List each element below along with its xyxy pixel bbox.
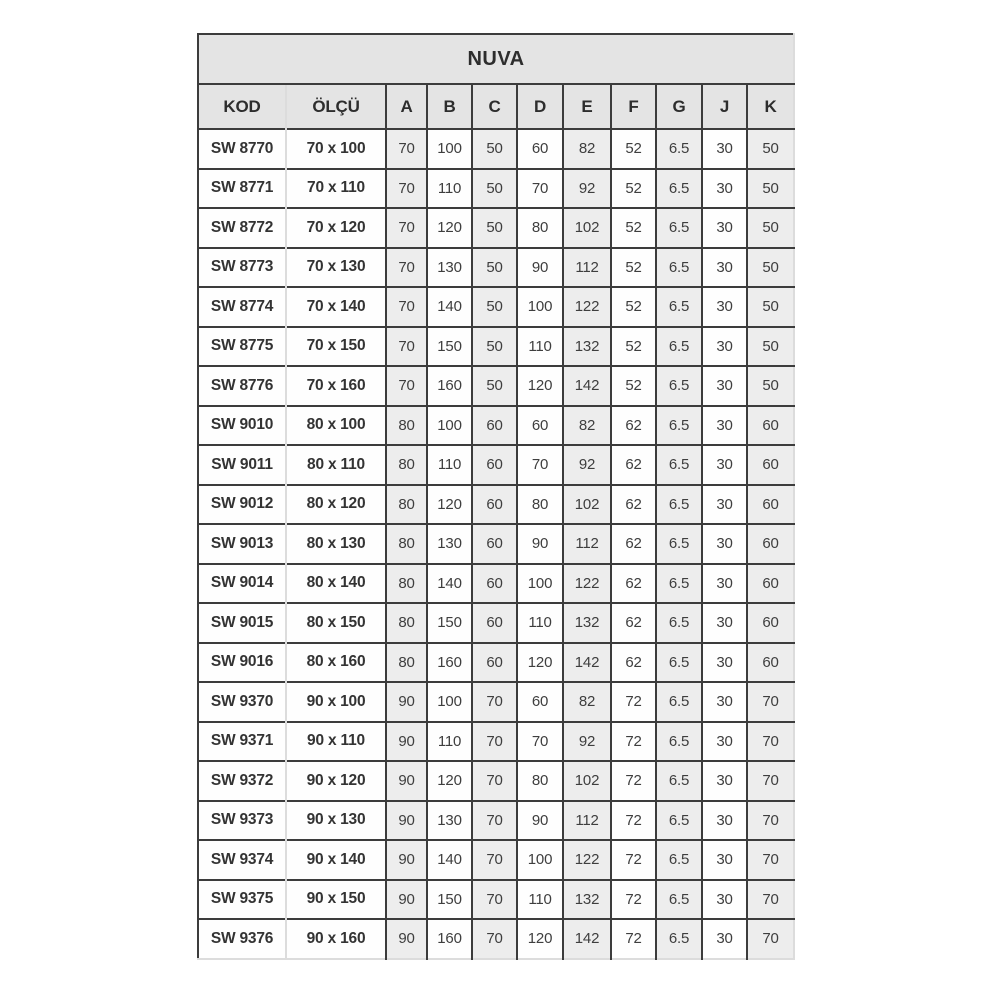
olcu-cell: 90 x 110 [286, 722, 386, 762]
table-row [198, 840, 794, 880]
table-title-row [198, 34, 794, 84]
value-cell: 80 [517, 485, 563, 525]
value-cell: 70 [472, 801, 517, 841]
table-row [198, 682, 794, 722]
kod-cell: SW 9373 [198, 801, 286, 841]
value-cell: 90 [386, 801, 427, 841]
value-cell: 122 [563, 287, 611, 327]
column-header-d: D [517, 84, 563, 129]
value-cell: 6.5 [656, 248, 702, 288]
value-cell: 50 [472, 169, 517, 209]
value-cell: 132 [563, 327, 611, 367]
value-cell: 80 [386, 524, 427, 564]
value-cell: 30 [702, 840, 747, 880]
olcu-cell: 90 x 100 [286, 682, 386, 722]
kod-cell: SW 9011 [198, 445, 286, 485]
value-cell: 70 [472, 840, 517, 880]
value-cell: 90 [517, 524, 563, 564]
value-cell: 6.5 [656, 564, 702, 604]
value-cell: 72 [611, 682, 656, 722]
value-cell: 102 [563, 761, 611, 801]
olcu-cell: 70 x 150 [286, 327, 386, 367]
column-header-e: E [563, 84, 611, 129]
value-cell: 72 [611, 722, 656, 762]
value-cell: 60 [472, 524, 517, 564]
value-cell: 150 [427, 880, 472, 920]
value-cell: 130 [427, 248, 472, 288]
table-row [198, 524, 794, 564]
value-cell: 80 [386, 445, 427, 485]
value-cell: 92 [563, 445, 611, 485]
column-header-g: G [656, 84, 702, 129]
value-cell: 92 [563, 722, 611, 762]
value-cell: 112 [563, 248, 611, 288]
kod-cell: SW 9014 [198, 564, 286, 604]
value-cell: 90 [386, 919, 427, 959]
olcu-cell: 90 x 160 [286, 919, 386, 959]
value-cell: 120 [517, 366, 563, 406]
value-cell: 80 [386, 406, 427, 446]
value-cell: 60 [517, 129, 563, 169]
value-cell: 60 [747, 406, 794, 446]
column-header-j: J [702, 84, 747, 129]
value-cell: 50 [472, 129, 517, 169]
value-cell: 52 [611, 248, 656, 288]
column-header-k: K [747, 84, 794, 129]
value-cell: 82 [563, 682, 611, 722]
value-cell: 150 [427, 327, 472, 367]
table-row [198, 801, 794, 841]
value-cell: 90 [517, 801, 563, 841]
kod-cell: SW 8775 [198, 327, 286, 367]
value-cell: 90 [386, 722, 427, 762]
value-cell: 82 [563, 406, 611, 446]
table-row [198, 208, 794, 248]
value-cell: 6.5 [656, 485, 702, 525]
value-cell: 130 [427, 801, 472, 841]
value-cell: 70 [747, 801, 794, 841]
value-cell: 30 [702, 682, 747, 722]
table-row [198, 603, 794, 643]
value-cell: 6.5 [656, 287, 702, 327]
table-row [198, 919, 794, 959]
table-row [198, 129, 794, 169]
value-cell: 30 [702, 919, 747, 959]
value-cell: 70 [517, 722, 563, 762]
value-cell: 6.5 [656, 761, 702, 801]
value-cell: 110 [427, 445, 472, 485]
value-cell: 132 [563, 880, 611, 920]
value-cell: 70 [386, 327, 427, 367]
table-row [198, 248, 794, 288]
value-cell: 82 [563, 129, 611, 169]
kod-cell: SW 9375 [198, 880, 286, 920]
olcu-cell: 70 x 100 [286, 129, 386, 169]
value-cell: 122 [563, 840, 611, 880]
value-cell: 90 [386, 880, 427, 920]
value-cell: 70 [747, 761, 794, 801]
value-cell: 6.5 [656, 880, 702, 920]
value-cell: 132 [563, 603, 611, 643]
value-cell: 30 [702, 327, 747, 367]
value-cell: 130 [427, 524, 472, 564]
value-cell: 80 [386, 564, 427, 604]
value-cell: 60 [747, 643, 794, 683]
value-cell: 6.5 [656, 169, 702, 209]
kod-cell: SW 9370 [198, 682, 286, 722]
kod-cell: SW 9013 [198, 524, 286, 564]
value-cell: 90 [386, 840, 427, 880]
table-row [198, 643, 794, 683]
olcu-cell: 70 x 130 [286, 248, 386, 288]
column-header-row [198, 84, 794, 129]
value-cell: 60 [517, 682, 563, 722]
value-cell: 100 [517, 287, 563, 327]
value-cell: 72 [611, 880, 656, 920]
value-cell: 60 [517, 406, 563, 446]
kod-cell: SW 9372 [198, 761, 286, 801]
value-cell: 110 [517, 327, 563, 367]
value-cell: 90 [386, 761, 427, 801]
column-header-b: B [427, 84, 472, 129]
value-cell: 140 [427, 287, 472, 327]
value-cell: 160 [427, 643, 472, 683]
value-cell: 120 [427, 485, 472, 525]
value-cell: 52 [611, 327, 656, 367]
value-cell: 30 [702, 485, 747, 525]
value-cell: 142 [563, 919, 611, 959]
olcu-cell: 80 x 110 [286, 445, 386, 485]
value-cell: 100 [517, 840, 563, 880]
olcu-cell: 80 x 150 [286, 603, 386, 643]
value-cell: 62 [611, 603, 656, 643]
value-cell: 102 [563, 208, 611, 248]
value-cell: 100 [427, 406, 472, 446]
value-cell: 50 [747, 366, 794, 406]
value-cell: 50 [472, 287, 517, 327]
table-row [198, 406, 794, 446]
value-cell: 50 [472, 366, 517, 406]
value-cell: 30 [702, 880, 747, 920]
value-cell: 70 [472, 722, 517, 762]
table-row [198, 287, 794, 327]
value-cell: 6.5 [656, 682, 702, 722]
value-cell: 70 [747, 840, 794, 880]
value-cell: 120 [427, 761, 472, 801]
value-cell: 140 [427, 564, 472, 604]
value-cell: 72 [611, 919, 656, 959]
value-cell: 120 [517, 643, 563, 683]
value-cell: 110 [517, 880, 563, 920]
value-cell: 60 [747, 485, 794, 525]
value-cell: 62 [611, 406, 656, 446]
table-title: NUVA [198, 34, 794, 84]
value-cell: 6.5 [656, 643, 702, 683]
value-cell: 6.5 [656, 722, 702, 762]
value-cell: 100 [427, 682, 472, 722]
value-cell: 102 [563, 485, 611, 525]
column-header-c: C [472, 84, 517, 129]
value-cell: 6.5 [656, 603, 702, 643]
value-cell: 72 [611, 801, 656, 841]
value-cell: 80 [386, 643, 427, 683]
value-cell: 70 [386, 169, 427, 209]
value-cell: 60 [472, 603, 517, 643]
olcu-cell: 80 x 130 [286, 524, 386, 564]
table-row [198, 761, 794, 801]
value-cell: 30 [702, 761, 747, 801]
value-cell: 100 [517, 564, 563, 604]
kod-cell: SW 8776 [198, 366, 286, 406]
value-cell: 6.5 [656, 840, 702, 880]
column-header-a: A [386, 84, 427, 129]
value-cell: 72 [611, 840, 656, 880]
kod-cell: SW 8774 [198, 287, 286, 327]
value-cell: 70 [386, 287, 427, 327]
table-row [198, 169, 794, 209]
column-header-f: F [611, 84, 656, 129]
value-cell: 70 [386, 208, 427, 248]
kod-cell: SW 9374 [198, 840, 286, 880]
value-cell: 70 [472, 761, 517, 801]
olcu-cell: 70 x 110 [286, 169, 386, 209]
value-cell: 72 [611, 761, 656, 801]
table-row [198, 327, 794, 367]
value-cell: 50 [747, 327, 794, 367]
kod-cell: SW 9012 [198, 485, 286, 525]
value-cell: 70 [517, 445, 563, 485]
value-cell: 60 [472, 445, 517, 485]
value-cell: 110 [427, 722, 472, 762]
value-cell: 30 [702, 169, 747, 209]
olcu-cell: 80 x 140 [286, 564, 386, 604]
table-row [198, 564, 794, 604]
value-cell: 52 [611, 287, 656, 327]
value-cell: 70 [517, 169, 563, 209]
olcu-cell: 80 x 100 [286, 406, 386, 446]
olcu-cell: 70 x 160 [286, 366, 386, 406]
value-cell: 30 [702, 445, 747, 485]
value-cell: 30 [702, 524, 747, 564]
value-cell: 142 [563, 366, 611, 406]
value-cell: 110 [517, 603, 563, 643]
value-cell: 52 [611, 169, 656, 209]
table-body [198, 129, 794, 959]
value-cell: 52 [611, 129, 656, 169]
value-cell: 150 [427, 603, 472, 643]
value-cell: 70 [747, 682, 794, 722]
value-cell: 160 [427, 919, 472, 959]
value-cell: 30 [702, 643, 747, 683]
olcu-cell: 80 x 120 [286, 485, 386, 525]
value-cell: 62 [611, 485, 656, 525]
value-cell: 90 [517, 248, 563, 288]
value-cell: 70 [386, 248, 427, 288]
value-cell: 30 [702, 801, 747, 841]
value-cell: 90 [386, 682, 427, 722]
value-cell: 50 [747, 129, 794, 169]
value-cell: 60 [747, 524, 794, 564]
value-cell: 30 [702, 129, 747, 169]
olcu-cell: 90 x 130 [286, 801, 386, 841]
value-cell: 6.5 [656, 327, 702, 367]
value-cell: 6.5 [656, 919, 702, 959]
value-cell: 140 [427, 840, 472, 880]
value-cell: 30 [702, 287, 747, 327]
value-cell: 60 [747, 564, 794, 604]
column-header-ölçü: ÖLÇÜ [286, 84, 386, 129]
value-cell: 160 [427, 366, 472, 406]
olcu-cell: 90 x 150 [286, 880, 386, 920]
value-cell: 30 [702, 208, 747, 248]
value-cell: 112 [563, 801, 611, 841]
value-cell: 120 [517, 919, 563, 959]
value-cell: 30 [702, 564, 747, 604]
kod-cell: SW 8770 [198, 129, 286, 169]
value-cell: 50 [472, 327, 517, 367]
value-cell: 6.5 [656, 801, 702, 841]
value-cell: 122 [563, 564, 611, 604]
value-cell: 60 [747, 445, 794, 485]
column-header-kod: KOD [198, 84, 286, 129]
olcu-cell: 70 x 140 [286, 287, 386, 327]
value-cell: 70 [472, 682, 517, 722]
olcu-cell: 80 x 160 [286, 643, 386, 683]
table-row [198, 880, 794, 920]
value-cell: 50 [747, 248, 794, 288]
value-cell: 60 [472, 643, 517, 683]
value-cell: 70 [747, 722, 794, 762]
value-cell: 70 [386, 366, 427, 406]
value-cell: 30 [702, 603, 747, 643]
value-cell: 80 [386, 603, 427, 643]
value-cell: 142 [563, 643, 611, 683]
value-cell: 80 [517, 208, 563, 248]
kod-cell: SW 9376 [198, 919, 286, 959]
value-cell: 60 [747, 603, 794, 643]
value-cell: 70 [747, 919, 794, 959]
value-cell: 80 [386, 485, 427, 525]
table-row [198, 722, 794, 762]
value-cell: 62 [611, 445, 656, 485]
value-cell: 112 [563, 524, 611, 564]
value-cell: 30 [702, 366, 747, 406]
value-cell: 50 [747, 287, 794, 327]
table-row [198, 485, 794, 525]
value-cell: 52 [611, 366, 656, 406]
value-cell: 92 [563, 169, 611, 209]
value-cell: 6.5 [656, 445, 702, 485]
kod-cell: SW 9371 [198, 722, 286, 762]
kod-cell: SW 9015 [198, 603, 286, 643]
kod-cell: SW 8771 [198, 169, 286, 209]
value-cell: 62 [611, 643, 656, 683]
value-cell: 62 [611, 524, 656, 564]
value-cell: 100 [427, 129, 472, 169]
value-cell: 60 [472, 485, 517, 525]
olcu-cell: 70 x 120 [286, 208, 386, 248]
value-cell: 6.5 [656, 524, 702, 564]
value-cell: 50 [472, 208, 517, 248]
value-cell: 50 [747, 169, 794, 209]
value-cell: 30 [702, 722, 747, 762]
value-cell: 120 [427, 208, 472, 248]
olcu-cell: 90 x 140 [286, 840, 386, 880]
value-cell: 30 [702, 406, 747, 446]
value-cell: 60 [472, 406, 517, 446]
kod-cell: SW 8772 [198, 208, 286, 248]
value-cell: 6.5 [656, 406, 702, 446]
kod-cell: SW 9010 [198, 406, 286, 446]
value-cell: 52 [611, 208, 656, 248]
value-cell: 6.5 [656, 208, 702, 248]
value-cell: 6.5 [656, 366, 702, 406]
value-cell: 80 [517, 761, 563, 801]
kod-cell: SW 9016 [198, 643, 286, 683]
kod-cell: SW 8773 [198, 248, 286, 288]
value-cell: 60 [472, 564, 517, 604]
table-row [198, 366, 794, 406]
value-cell: 30 [702, 248, 747, 288]
value-cell: 70 [747, 880, 794, 920]
value-cell: 6.5 [656, 129, 702, 169]
value-cell: 70 [472, 880, 517, 920]
table-row [198, 445, 794, 485]
value-cell: 50 [747, 208, 794, 248]
olcu-cell: 90 x 120 [286, 761, 386, 801]
product-spec-table [197, 33, 795, 960]
value-cell: 110 [427, 169, 472, 209]
value-cell: 70 [386, 129, 427, 169]
value-cell: 50 [472, 248, 517, 288]
value-cell: 70 [472, 919, 517, 959]
value-cell: 62 [611, 564, 656, 604]
